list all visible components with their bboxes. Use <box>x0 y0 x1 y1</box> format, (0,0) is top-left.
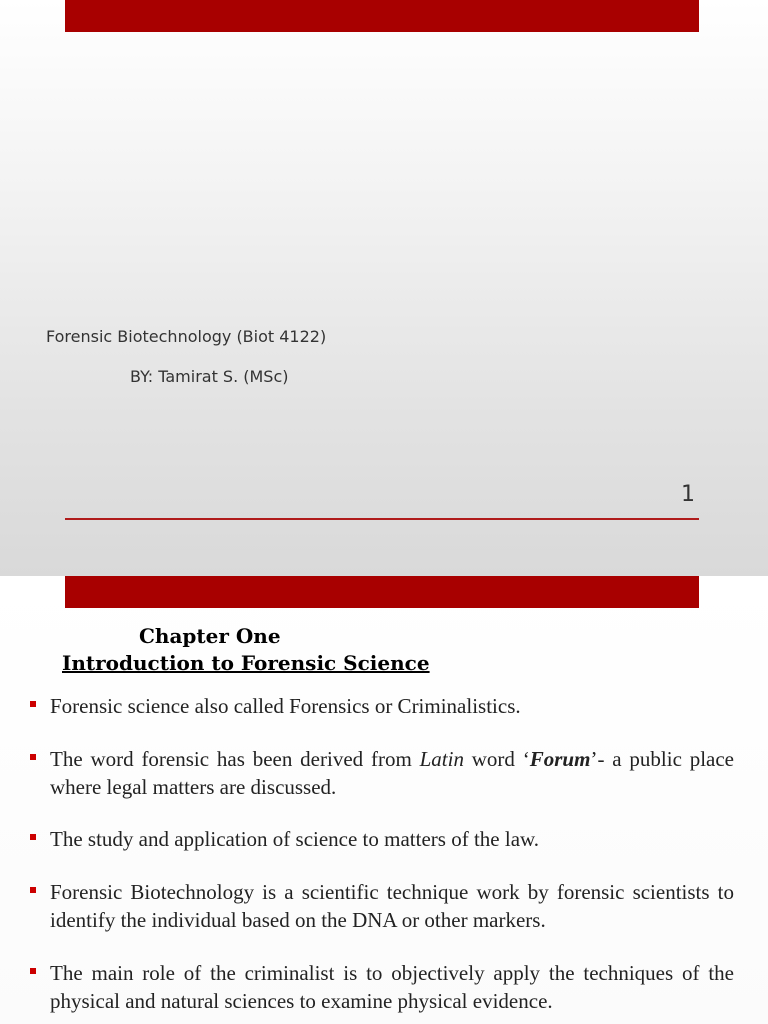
slide-header-bar <box>65 0 699 32</box>
bullet-square-icon <box>30 887 36 893</box>
bullet-square-icon <box>30 701 36 707</box>
author-line: BY: Tamirat S. (MSc) <box>130 367 289 386</box>
slide-number: 1 <box>681 482 695 507</box>
footer-rule <box>65 518 699 520</box>
forum-word: Forum <box>529 747 591 771</box>
bullet-square-icon <box>30 754 36 760</box>
bullet-item: The main role of the criminalist is to objectively apply the techniques of the physical and natural sciences to examine physical evidence. <box>50 961 734 1013</box>
bullet-item: Forensic science also called Forensics or Criminalistics. <box>50 694 521 718</box>
bullet-item: Forensic Biotechnology is a scientific technique work by forensic scientists to identify the individual based on the DNA or other markers. <box>50 880 734 932</box>
bullet-list <box>0 576 768 1024</box>
bullet-item: The study and application of science to matters of the law. <box>50 827 540 851</box>
bullet-item <box>50 745 734 801</box>
bullet-text: The word forensic has been derived from <box>50 747 420 771</box>
latin-word: Latin <box>419 747 464 771</box>
slide-chapter-one <box>0 576 768 1024</box>
bullet-square-icon <box>30 968 36 974</box>
chapter-title: Chapter One <box>139 624 281 648</box>
bullet-text: word ‘ <box>463 747 530 771</box>
bullet-text: ’- a public place where legal matters are discussed. <box>50 747 735 799</box>
section-heading: Introduction to Forensic Science <box>62 651 430 675</box>
course-title: Forensic Biotechnology (Biot 4122) <box>46 327 327 346</box>
bullet-square-icon <box>30 834 36 840</box>
